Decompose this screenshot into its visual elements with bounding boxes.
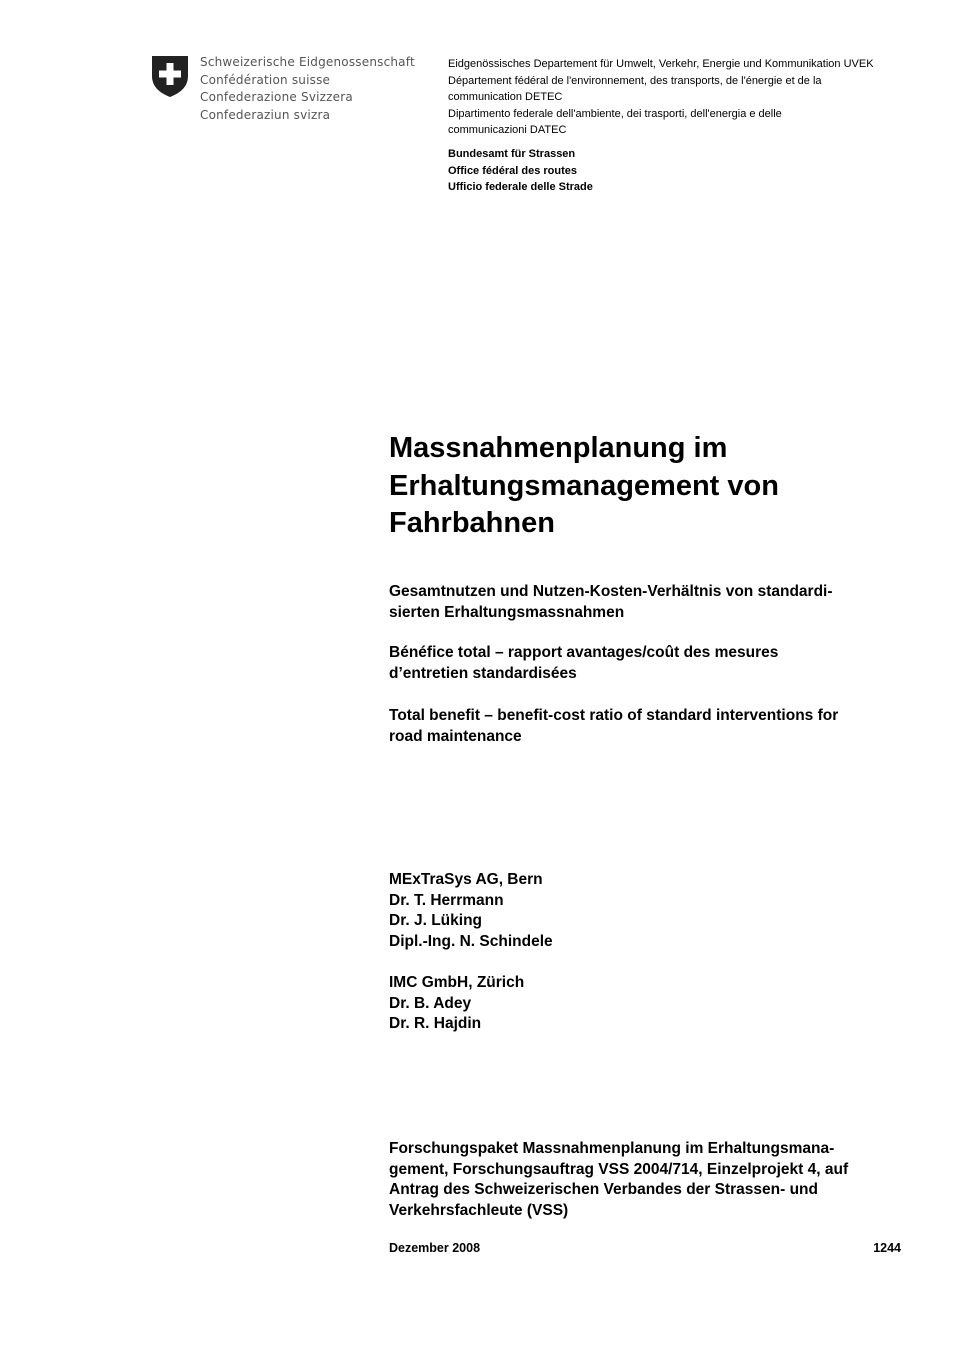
subtitle-line: Total benefit – benefit-cost ratio of standard interventions for <box>389 707 839 724</box>
subtitle-english <box>389 706 949 747</box>
research-line: Antrag des Schweizerischen Verbandes der Strassen- und <box>389 1181 818 1198</box>
subtitle-line: road maintenance <box>389 727 522 745</box>
cross-horizontal <box>159 71 181 78</box>
office-line-it: Ufficio federale delle Strade <box>448 181 593 193</box>
subtitle-french <box>389 643 949 684</box>
author-name: Dr. J. Lüking <box>389 912 483 929</box>
department-block <box>448 56 938 139</box>
author-name: Dr. T. Herrmann <box>389 891 504 909</box>
swiss-shield-icon <box>150 54 190 98</box>
subtitle-line: sierten Erhaltungsmassnahmen <box>389 603 625 621</box>
research-line: gement, Forschungsauftrag VSS 2004/714, Einzelprojekt 4, auf <box>389 1160 849 1178</box>
department-line: Eidgenössisches Departement für Umwelt, Verkehr, Energie und Kommunikation UVEK <box>448 58 874 70</box>
title-line: Erhaltungsmanagement von <box>389 469 779 502</box>
subtitle-line: d’entretien standardisées <box>389 664 577 682</box>
confederation-line-it: Confederazione Svizzera <box>200 90 353 104</box>
subtitle-line: Bénéfice total – rapport avantages/coût des mesures <box>389 644 779 661</box>
author-name: Dipl.-Ing. N. Schindele <box>389 932 553 950</box>
title-line: Fahrbahnen <box>389 507 555 539</box>
title-line: Massnahmenplanung im <box>389 432 728 464</box>
confederation-line-de: Schweizerische Eidgenossenschaft <box>200 55 415 69</box>
department-line: Département fédéral de l'environnement, des transports, de l'énergie et de la <box>448 74 822 87</box>
author-organization: IMC GmbH, Zürich <box>389 974 525 991</box>
authors-group-imc <box>389 973 524 1035</box>
subtitle-line: Gesamtnutzen und Nutzen-Kosten-Verhältnis von standardi- <box>389 583 833 600</box>
department-line: Dipartimento federale dell'ambiente, dei trasporti, dell'energia e delle <box>448 107 782 120</box>
confederation-line-rm: Confederaziun svizra <box>200 107 331 122</box>
document-title <box>389 430 929 543</box>
confederation-line-fr: Confédération suisse <box>200 72 331 87</box>
research-package-note <box>389 1139 949 1221</box>
research-line: Verkehrsfachleute (VSS) <box>389 1201 569 1219</box>
office-line-de: Bundesamt für Strassen <box>448 148 576 160</box>
office-block <box>448 146 593 196</box>
subtitle-german <box>389 582 949 623</box>
author-organization: MExTraSys AG, Bern <box>389 871 543 888</box>
authors-group-mextrasys <box>389 870 553 952</box>
department-line: communication DETEC <box>448 91 563 103</box>
author-name: Dr. B. Adey <box>389 994 472 1012</box>
publication-date: Dezember 2008 <box>389 1241 481 1255</box>
department-line: communicazioni DATEC <box>448 124 567 136</box>
office-line-fr: Office fédéral des routes <box>448 164 577 177</box>
author-name: Dr. R. Hajdin <box>389 1015 482 1032</box>
confederation-names <box>200 54 415 124</box>
report-number: 1244 <box>873 1241 901 1255</box>
research-line: Forschungspaket Massnahmenplanung im Erhaltungsmana- <box>389 1140 835 1157</box>
